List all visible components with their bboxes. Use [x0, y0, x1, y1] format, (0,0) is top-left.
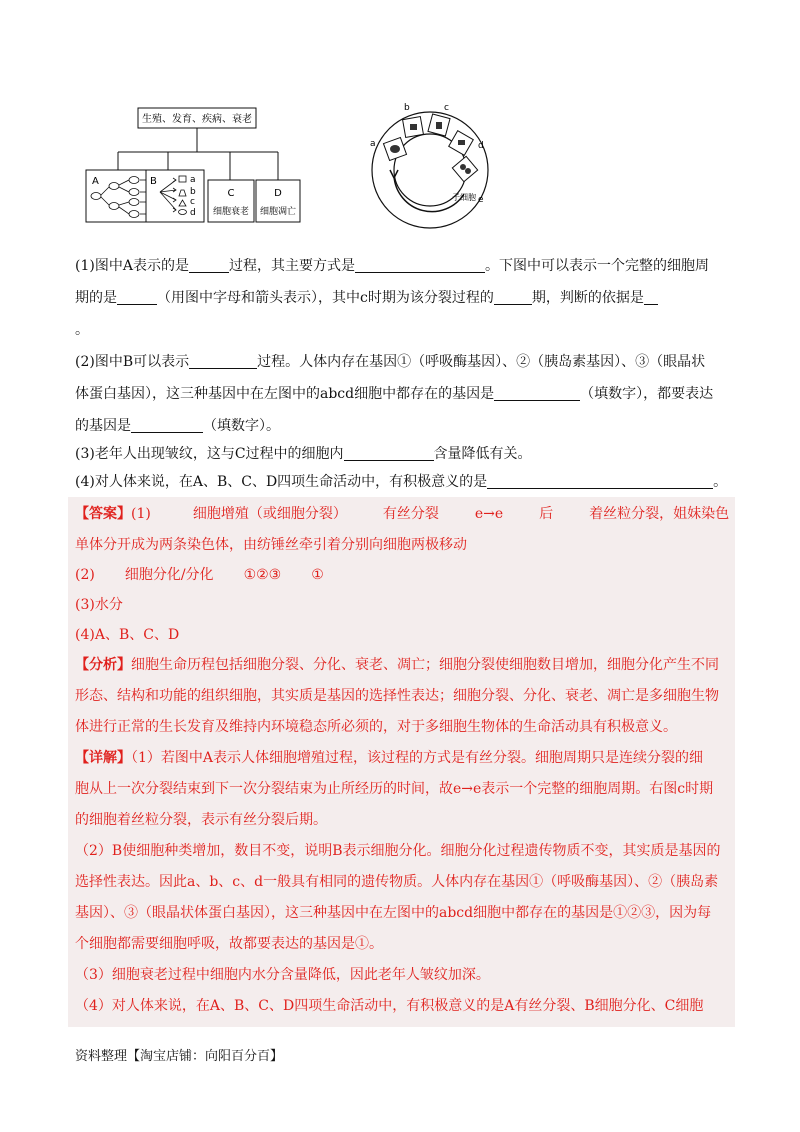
q3-text-a: (3)老年人出现皱纹，这与C过程中的细胞内: [75, 446, 344, 462]
answer-1-part-2: 有丝分裂: [382, 506, 439, 522]
q2-blank-3: [131, 414, 203, 433]
answer-1-continuation: 单体分开成为两条染色体，由纺锤丝牵引着分别向细胞两极移动: [75, 537, 467, 553]
q2-text-a: (2)图中B可以表示: [75, 354, 190, 370]
question-4: [75, 466, 735, 498]
stage-label-e: e: [478, 195, 484, 205]
analysis-line-3: [75, 712, 735, 743]
q1-blank-1: [189, 254, 229, 273]
question-1-line-1: [75, 250, 735, 282]
answer-line-1: [75, 499, 735, 530]
stage-label-b: b: [404, 103, 410, 113]
answer-2-part-2: ①②③: [243, 567, 282, 583]
q2-text-e: 的基因是: [75, 418, 131, 434]
detail-tag: 【详解】: [75, 750, 131, 766]
detail-text-2: 胞从上一次分裂结束到下一次分裂结束为止所经历的时间，故e→e表示一个完整的细胞周期。右图c时期: [75, 781, 714, 797]
cell-label-a: a: [190, 175, 196, 185]
top-box-label: 生殖、发育、疾病、衰老: [142, 114, 252, 125]
q1-text-b: 过程，其主要方式是: [228, 258, 355, 274]
box-a-letter: A: [92, 176, 99, 187]
q2-blank-2: [494, 382, 580, 401]
stage-label-c: c: [444, 103, 449, 113]
answer-1-part-1: 细胞增殖（或细胞分裂）: [192, 506, 347, 522]
question-2-line-1: [75, 346, 735, 378]
analysis-tag: 【分析】: [75, 657, 131, 673]
answer-2-part-1: 细胞分化/分化: [124, 567, 214, 583]
detail-line-2: [75, 774, 735, 805]
detail-text-4: （2）B使细胞种类增加，数目不变，说明B表示细胞分化。细胞分化过程遗传物质不变，其实质是基因的: [75, 843, 721, 859]
answer-1-part-3: e→e: [474, 506, 504, 522]
cell-cycle-diagram: [360, 98, 496, 238]
q2-text-c: 体蛋白基因），这三种基因中在左图中的abcd细胞中都存在的基因是: [75, 386, 495, 402]
q2-text-d: （填数字），都要表达: [580, 386, 714, 402]
analysis-text-1: 细胞生命历程包括细胞分裂、分化、衰老、凋亡；细胞分裂使细胞数目增加，细胞分化产生不同: [131, 657, 719, 673]
q4-text-a: (4)对人体来说，在A、B、C、D四项生命活动中，有积极意义的是: [75, 474, 488, 490]
detail-text-3: 的细胞着丝粒分裂，表示有丝分裂后期。: [75, 812, 327, 828]
q1-text-g: 。: [75, 322, 89, 338]
page-footer: 资料整理【淘宝店铺：向阳百分百】: [75, 1049, 284, 1064]
question-1-line-3: [75, 314, 735, 346]
detail-line-9: [75, 991, 735, 1022]
q1-text-e: （用图中字母和箭头表示），其中c时期为该分裂过程的: [157, 290, 494, 306]
answer-1-number: (1): [131, 506, 151, 522]
cell-label-d: d: [190, 208, 196, 218]
q2-blank-1: [189, 350, 257, 369]
answer-1-part-4: 后: [539, 506, 554, 522]
answer-line-4: [75, 590, 735, 621]
cell-label-b: b: [190, 187, 196, 197]
cell-label-c: c: [190, 197, 195, 207]
q1-blank-5: [644, 286, 658, 305]
detail-line-3: [75, 805, 735, 836]
box-d-text: 细胞凋亡: [259, 207, 297, 217]
box-b-letter: B: [150, 176, 157, 187]
q4-blank-1: [487, 470, 713, 489]
answer-2-part-3: ①: [311, 567, 324, 583]
answer-4: (4)A、B、C、D: [75, 627, 180, 643]
detail-text-9: （4）对人体来说，在A、B、C、D四项生命活动中，有积极意义的是A有丝分裂、B细胞分化、C细胞: [75, 998, 704, 1014]
analysis-text-2: 形态、结构和功能的组织细胞，其实质是基因的选择性表达；细胞分裂、分化、衰老、凋亡是多细胞生物: [75, 688, 719, 704]
answer-tag: 【答案】: [75, 506, 131, 522]
detail-text-6: 基因）、③（眼晶状体蛋白基因），这三种基因中在左图中的abcd细胞中都存在的基因是①②③，因为每: [75, 905, 712, 921]
q1-text-c: 。下图中可以表示一个完整的细胞周: [484, 258, 709, 274]
q1-blank-2: [355, 254, 485, 273]
q3-blank-1: [344, 442, 434, 461]
q1-text-d: 期的是: [75, 290, 117, 306]
answer-1-part-5: 着丝粒分裂，姐妹染色: [589, 506, 730, 522]
q1-text-a: (1)图中A表示的是: [75, 258, 189, 274]
analysis-line-2: [75, 681, 735, 712]
q1-text-f: 期，判断的依据是: [531, 290, 644, 306]
q2-text-b: 过程。人体内存在基因①（呼吸酶基因）、②（胰岛素基因）、③（眼晶状: [257, 354, 706, 370]
box-c-text: 细胞衰老: [212, 207, 250, 217]
answer-line-3: [75, 560, 735, 591]
detail-line-6: [75, 898, 735, 929]
answer-line-2: [75, 530, 735, 561]
q3-text-b: 含量降低有关。: [433, 446, 532, 462]
analysis-line-1: [75, 650, 735, 681]
stage-label-d: d: [478, 141, 484, 151]
analysis-text-3: 体进行正常的生长发育及维持内环境稳态所必须的，对于多细胞生物体的生命活动具有积极意义。: [75, 719, 677, 735]
detail-line-4: [75, 836, 735, 867]
q1-blank-3: [117, 286, 157, 305]
detail-text-7: 个细胞都需要细胞呼吸，故都要表达的基因是①。: [75, 936, 383, 952]
detail-text-1: （1）若图中A表示人体细胞增殖过程，该过程的方式是有丝分裂。细胞周期只是连续分裂的细: [131, 750, 704, 766]
detail-text-5: 选择性表达。因此a、b、c、d一般具有相同的遗传物质。人体内存在基因①（呼吸酶基因）、②（胰岛素: [75, 874, 719, 890]
detail-line-8: [75, 960, 735, 991]
daughter-cell-label: 子细胞: [452, 193, 476, 202]
detail-line-5: [75, 867, 735, 898]
answer-3: (3)水分: [75, 597, 123, 613]
life-process-diagram: [82, 104, 304, 226]
box-d-letter: D: [274, 188, 282, 199]
box-c-letter: C: [227, 188, 235, 199]
q4-text-b: 。: [713, 474, 728, 490]
stage-label-a: a: [370, 139, 376, 149]
question-1-line-2: [75, 282, 735, 314]
detail-line-1: [75, 743, 735, 774]
question-2-line-2: [75, 378, 735, 410]
q1-blank-4: [494, 286, 532, 305]
answer-2-number: (2): [75, 567, 95, 583]
q2-text-f: （填数字）。: [203, 418, 280, 434]
detail-line-7: [75, 929, 735, 960]
answer-line-5: [75, 620, 735, 651]
detail-text-8: （3）细胞衰老过程中细胞内水分含量降低，因此老年人皱纹加深。: [75, 967, 490, 983]
